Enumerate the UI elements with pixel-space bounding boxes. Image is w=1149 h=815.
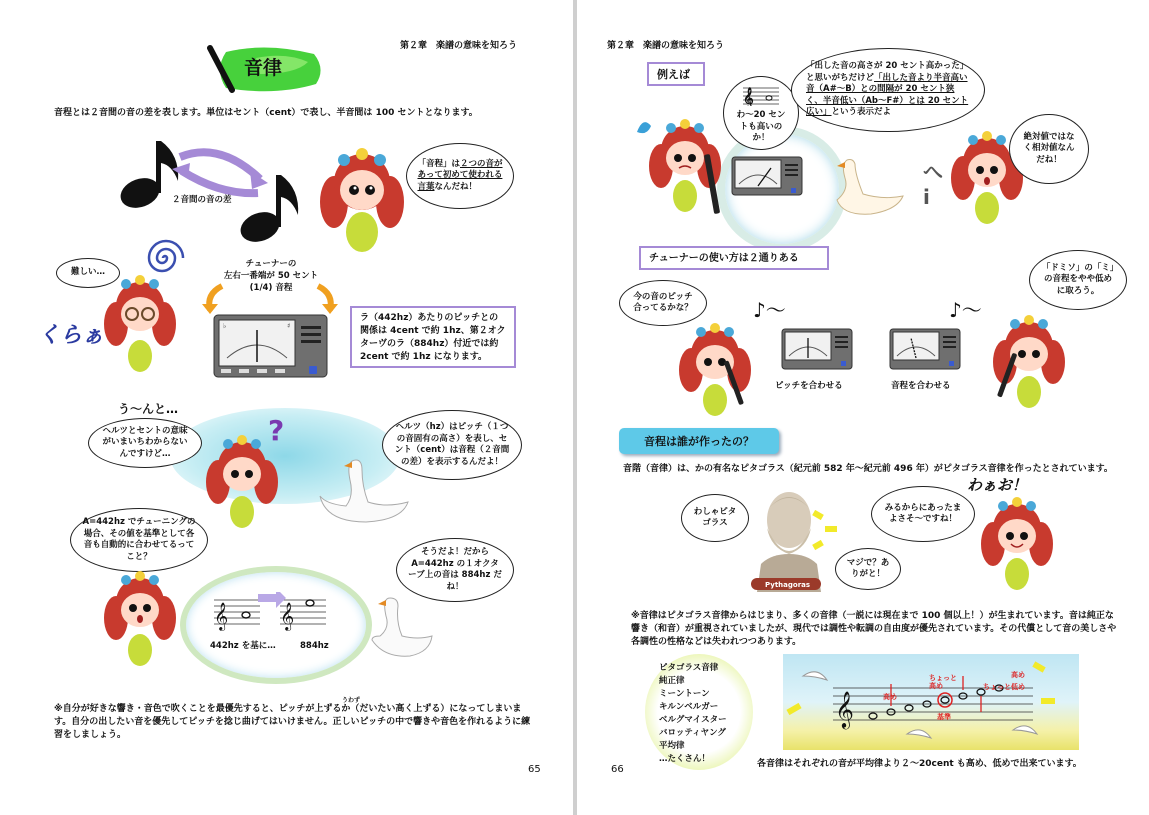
staff-diagram-icon xyxy=(783,654,1079,750)
interval-tuner-icon xyxy=(889,328,961,370)
left-page xyxy=(0,0,573,815)
speech-bubble-pythagoras: わしゃピタゴラス xyxy=(681,494,749,542)
speech-bubble-domiso: 「ドミソ」の「ミ」の音程をやや低めに取ろう。 xyxy=(1029,250,1127,310)
bottom-text: 各音律はそれぞれの音が平均律より２〜20cent も高め、低めで出来ています。 xyxy=(757,759,1082,769)
wow-text: わぁお！ xyxy=(967,476,1027,494)
speech-bubble-hard: 難しい… xyxy=(56,258,120,288)
tuner-caption: チューナーの 左右一番端が 50 セント (1/4) 音程 xyxy=(223,259,319,293)
speech-bubble-a442-answer: そうだよ！だから A=442hz の１オクターブ上の音は 884hz だね！ xyxy=(396,538,514,602)
pitch-tuner-icon xyxy=(781,328,853,370)
speech-bubble-thanks: マジで？ありがと！ xyxy=(835,548,901,590)
page-number-right: 66 xyxy=(611,764,624,775)
swan-flying-icon xyxy=(827,150,907,220)
temperament-diagram xyxy=(783,654,1079,750)
tuner-usage-label: チューナーの使い方は２通りある xyxy=(639,246,829,270)
small-tuner-icon xyxy=(731,156,803,196)
section-text: 音階（音律）は、かの有名なピタゴラス（紀元前 582 年〜紀元前 496 年）がピタゴラス音律を作ったとされています。 xyxy=(623,464,1113,474)
speech-bubble-relative: 絶対値ではなく相対値なんだね！ xyxy=(1009,114,1089,184)
speech-bubble-obvious: みるからにあったまよさそ〜ですね！ xyxy=(871,486,975,542)
svg-text:♯: ♯ xyxy=(287,322,291,330)
example-label: 例えば xyxy=(647,62,705,86)
svg-text:♭: ♭ xyxy=(223,322,227,330)
label-high-red: 高め xyxy=(1011,671,1025,679)
exclaim-marks-icon: へ ⅰ xyxy=(923,160,943,209)
speech-bubble-a442-question: A=442hz でチューニングの場合、その値を基準として各音も自動的に合わせてるってこと？ xyxy=(70,508,208,572)
clarinet-icon xyxy=(695,150,735,220)
staff-notes-icon xyxy=(210,592,330,638)
svg-text:𝄞: 𝄞 xyxy=(835,690,854,728)
surprised-girl-icon xyxy=(98,566,182,666)
speech-bubble-long: 「出した音の高さが 20 セント高かった」と思いがちだけど「出した音より半音高い音（A#〜B）との間隔が 20 セント狭く、半音低い（Ab〜F#）とは 20 セント広い」という表示だよ xyxy=(791,48,985,132)
dizzy-girl-icon xyxy=(100,272,180,372)
speech-bubble-pitch-q: 今の音のピッチ合ってるかな？ xyxy=(619,280,707,326)
temperament-item: キルンベルガー xyxy=(659,702,719,712)
svg-text:𝄞: 𝄞 xyxy=(280,602,295,630)
temperament-list xyxy=(659,662,727,766)
temperament-item: ミーントーン xyxy=(659,689,710,699)
temperament-item: ピタゴラス音律 xyxy=(659,663,719,673)
temperament-item: 平均律 xyxy=(659,741,685,751)
intro-text: 音程とは２音間の音の差を表します。単位はセント（cent）で表し、半音間は 100 セントとなります。 xyxy=(54,108,478,118)
label-high: 高め xyxy=(883,693,897,701)
bust-label: Pythagoras xyxy=(765,581,811,589)
yellow-sparkle-icon xyxy=(809,510,843,554)
clarinet-girl-icon-2 xyxy=(989,312,1069,408)
temperament-item: …たくさん！ xyxy=(659,754,711,764)
speech-bubble-20cent: 𝄞 わ〜20 セントも高いのか！ xyxy=(723,76,799,150)
section-title: 音程は誰が作ったの？ xyxy=(619,428,779,454)
speech-bubble-hz-question: ヘルツとセントの意味がいまいちわからないんですけど… xyxy=(88,418,202,468)
small-swan-icon xyxy=(370,594,434,662)
treble-staff-icon xyxy=(741,82,781,106)
girl-character-icon xyxy=(314,140,410,252)
speech-bubble-interval: 「音程」は２つの音が あって初めて使われる 言葉なんだね！ xyxy=(406,143,514,209)
svg-text:𝄞: 𝄞 xyxy=(214,602,229,630)
staff-label-left: 442hz を基に… xyxy=(210,641,276,651)
thinking-text: う〜んと… xyxy=(118,402,179,416)
page-number-left: 65 xyxy=(528,764,541,775)
svg-text:𝄞: 𝄞 xyxy=(743,87,754,106)
label-slightly-high: ちょっと高め xyxy=(929,674,957,690)
label-base: 基準 xyxy=(937,713,951,721)
question-mark-icon: ? xyxy=(268,414,285,447)
temperament-item: ベルグマイスター xyxy=(659,715,727,725)
note-wave-icon-2: ♪〜 xyxy=(949,298,982,322)
page-title: 音律 xyxy=(244,57,283,79)
speech-bubble-hz-answer: ヘルツ（hz）はピッチ（１つの音固有の高さ）を表し、セント（cent）は音程（２音間の差）を表示するんだよ！ xyxy=(382,410,522,480)
eighth-notes-icon xyxy=(110,135,310,245)
note-wave-icon: ♪〜 xyxy=(753,298,786,322)
pitch-match-label: ピッチを合わせる xyxy=(775,381,843,391)
orange-arrows-icon xyxy=(200,280,340,316)
notes-caption: ２音間の音の差 xyxy=(172,195,232,205)
interval-match-label: 音程を合わせる xyxy=(891,381,951,391)
chapter-header: 第２章 楽譜の意味を知ろう xyxy=(400,41,518,51)
happy-girl-icon xyxy=(977,494,1057,590)
right-note-text: ※音律はピタゴラス音律からはじまり、多くの音律（一説には現在まで 100 個以上！）が生まれています。音は純正な響き（和音）が重視されていましたが、現代では調性や転調の自由度が優先されています。その代償として音の美しさや各調性の性格などは失われつつあります。 xyxy=(631,611,1117,647)
dizzy-text: くらぁ xyxy=(38,323,105,348)
ruby-annotation: うわず xyxy=(342,697,361,704)
label-slightly-low: ちょっと低め xyxy=(983,683,1025,691)
info-box-hz: ラ（442hz）あたりのピッチとの関係は 4cent で約 1hz、第２オクターヴのラ（884hz）付近では約 2cent で約 1hz になります。 xyxy=(350,306,516,368)
temperament-item: 純正律 xyxy=(659,676,685,686)
clarinet-girl-icon xyxy=(675,320,755,416)
left-note-text: ※自分が好きな響き・音色で吹くことを最優先すると、ピッチが上ずるか（だいたい高く上ずる）になってしまいます。自分の出したい音を優先してピッチを捻じ曲げてはいけません。正しいピッチの中で響きや音色を作れるように練習をしましょう。 xyxy=(54,704,531,740)
temperament-item: バロッティヤング xyxy=(659,728,726,738)
chapter-header: 第２章 楽譜の意味を知ろう xyxy=(607,41,725,51)
staff-label-right: 884hz xyxy=(300,641,329,651)
right-page xyxy=(577,0,1149,815)
tuner-icon xyxy=(213,314,328,378)
